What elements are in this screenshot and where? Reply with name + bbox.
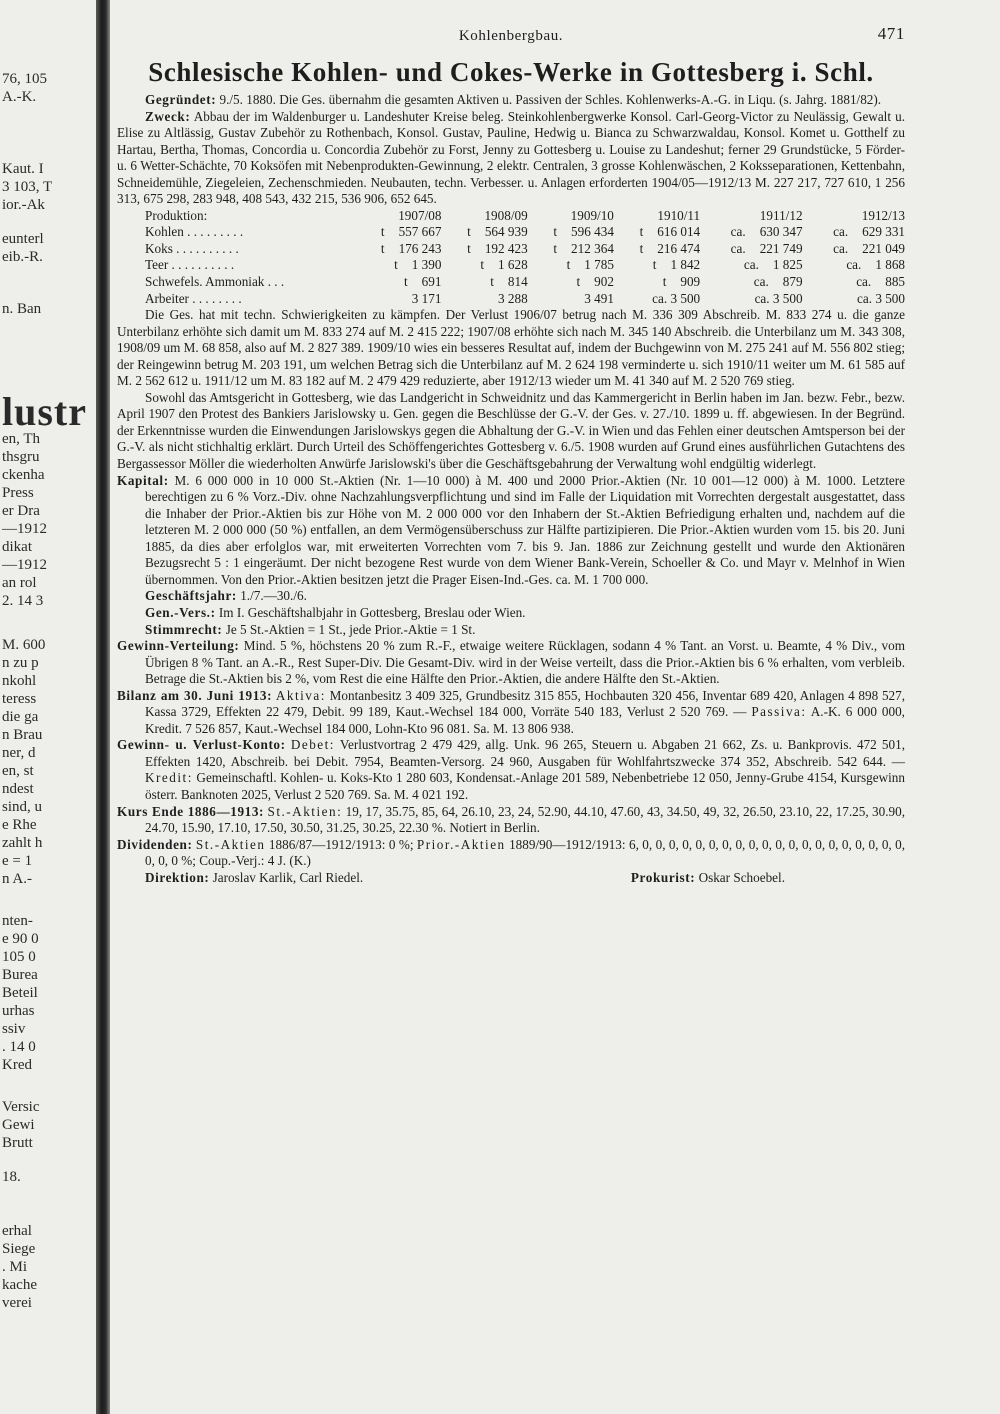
zweck-label: Zweck: — [145, 108, 191, 124]
production-cell — [700, 257, 802, 274]
prev-page-fragment: en, Th — [2, 431, 41, 447]
production-value: ca. 3 500 — [754, 290, 803, 306]
kurs-st-aktien-label: St.-Aktien: — [267, 803, 343, 819]
production-unit-prefix: t — [553, 240, 558, 256]
production-unit-prefix: t — [566, 257, 571, 273]
prev-page-fragment: Brutt — [2, 1135, 33, 1151]
production-unit-prefix: ca. — [730, 224, 746, 240]
prev-page-fragment: M. 600 — [2, 637, 46, 653]
production-value: ca. 3 500 — [652, 290, 701, 306]
div-prior-label: Prior.-Aktien — [416, 836, 506, 852]
production-value: 216 474 — [657, 240, 701, 256]
production-label: Produktion: — [145, 207, 208, 223]
gen-vers-label: Gen.-Vers.: — [145, 604, 216, 620]
page-471 — [117, 24, 906, 1398]
prev-page-fragment: an rol — [2, 575, 37, 591]
production-cell — [355, 291, 441, 308]
history-paragraph-1: Die Ges. hat mit techn. Schwierigkeiten zu kämpfen. Der Verlust 1906/07 betrug nach M. 336 309 Abschreib. M. 833 274 u. die ganze Unterbilanz erhöhte sich damit um M. 833 274 auf M. 2 415 222; 1907/08 erhöhte sich nach M. 345 140 Abschreib. die Unterbilanz um M. 343 308, 1908/09 um M. 68 858, also auf M. 2 827 389. 1909/10 wies ein besseres Resultat auf, indem der Buchgewinn von M. 275 241 auf M. 556 802 stieg; der Reingewinn betrug M. 203 191, um welchen Betrag sich die Unterbilanz auf M. 2 624 198 verminderte u. sich 1910/11 weiter um M. 61 585 auf M. 2 562 612 u. 1911/12 um M. 83 182 auf M. 2 479 429 reduzierte, aber 1912/13 wieder um M. 41 340 auf M. 2 520 769 stieg. — [117, 307, 905, 389]
prev-page-fragment: e = 1 — [2, 853, 33, 869]
production-value: 616 014 — [657, 224, 701, 240]
prev-page-fragment: Kred — [2, 1057, 32, 1073]
production-cell — [614, 241, 700, 258]
kurs-label: Kurs Ende 1886—1913: — [117, 803, 265, 819]
production-unit-prefix: t — [480, 257, 484, 273]
production-unit-prefix: t — [467, 224, 471, 240]
gv-kredit-text: Gemeinschaftl. Kohlen- u. Koks-Kto 1 280 603, Kondensat.-Anlage 201 589, Nebenbetriebe 12 050, Jenny-Grube 4154, Kursgewinn österr. Banknoten 2025, Verlust 2 520 769. Sa. M. 4 021 192. — [145, 770, 905, 802]
section-bilanz — [117, 688, 905, 738]
production-value: ca. 3 500 — [857, 290, 905, 306]
gewinn-verteilung-text: Mind. 5 %, höchstens 20 % zum R.-F., etwaige weitere Rücklagen, sodann 4 % Tant. an Vorst. u. Beamte, 4 % Div., vom Übrigen 8 % Tant. an A.-R., Rest Super-Div. Die Gesamt-Div. wird in der Weise verteilt, dass die Prior.-Aktien bis 6 % erhalten, vom verbleib. Betrage die St.-Aktien bis 2 %, vom Rest die eine Hälfte den Prior.-Aktien, die andere Hälfte den St.-Aktien. — [145, 638, 906, 687]
prev-page-fragment: zahlt h — [2, 835, 43, 851]
prev-page-fragment: verei — [2, 1295, 32, 1311]
production-unit-prefix: ca. — [743, 257, 759, 273]
gegruendet-label: Gegründet: — [145, 92, 217, 107]
production-unit: t — [380, 224, 385, 240]
prev-page-fragment: die ga — [2, 709, 39, 725]
kurs-text: 19, 17, 35.75, 85, 64, 26.10, 23, 24, 52.90, 44.10, 47.60, 43, 34.50, 49, 32, 26.50, 23.10, 22, 17.25, 30.90, 24.70, 15.90, 17.10, 17.50, 30.50, 31.25, 30.25, 22.30 %. Notiert in Berlin. — [145, 803, 906, 836]
production-cell — [528, 291, 614, 308]
production-cell — [700, 224, 802, 241]
production-cell — [803, 291, 905, 308]
section-gegruendet — [117, 92, 905, 109]
section-direktion — [117, 870, 905, 887]
prev-page-fragment: Burea — [2, 967, 38, 983]
prev-page-fragment: Beteil — [2, 985, 38, 1001]
div-prior-text: 1889/90—1912/1913: 6, 0, 0, 0, 0, 0, 0, 0, 0, 0, 0, 0, 0, 0, 0, 0, 0, 0, 0, 0, 0, 0, 0, 0 %; Coup.-Verj.: 4 J. (K.) — [145, 836, 906, 869]
prev-page-fragment: 105 0 — [2, 949, 36, 965]
prev-page-fragment: erhal — [2, 1223, 32, 1239]
geschaeftsjahr-text: 1./7.—30./6. — [240, 588, 307, 604]
production-row — [117, 241, 905, 258]
prev-page-fragment: ssiv — [2, 1021, 26, 1037]
production-cell — [700, 291, 802, 308]
prev-page-fragment: A.-K. — [2, 89, 37, 105]
production-value: 596 434 — [571, 224, 614, 240]
production-unit-prefix: t — [553, 224, 558, 240]
company-title: Schlesische Kohlen- und Cokes-Werke in Gottesberg i. Schl. — [148, 57, 874, 87]
production-unit: t — [380, 240, 385, 256]
production-cell — [355, 257, 441, 274]
prev-page-fragment: en, st — [2, 763, 34, 779]
production-value: 221 049 — [862, 240, 905, 256]
bilanz-aktiva-label: Aktiva: — [275, 687, 326, 703]
production-cell — [614, 257, 700, 274]
production-cell — [803, 257, 905, 274]
previous-page-column — [0, 0, 96, 1414]
prev-page-fragment: 2. 14 3 — [2, 593, 44, 609]
production-year-2: 1908/09 — [484, 207, 528, 223]
production-year-5: 1911/12 — [759, 207, 803, 223]
production-unit-prefix: t — [576, 274, 581, 290]
production-unit-prefix: ca. — [846, 257, 862, 273]
prev-page-fragment: n. Ban — [2, 301, 42, 317]
prokurist-block — [631, 870, 785, 887]
running-head — [117, 24, 905, 50]
prev-page-fragment: urhas — [2, 1003, 35, 1019]
production-cell — [528, 241, 614, 258]
production-row — [117, 257, 905, 274]
production-unit-prefix: ca. — [856, 274, 872, 290]
production-cell — [355, 274, 441, 291]
production-year-1: 1907/08 — [398, 207, 442, 223]
production-value: 630 347 — [759, 224, 803, 240]
prev-page-fragment: ior.-Ak — [2, 197, 45, 213]
prev-page-fragment: Press — [2, 485, 34, 501]
bilanz-passiva-label: Passiva: — [751, 704, 807, 720]
production-unit-prefix: ca. — [833, 240, 849, 256]
production-value: 691 — [421, 274, 442, 290]
production-value: 212 364 — [571, 240, 614, 256]
gv-kredit-label: Kredit: — [145, 770, 193, 786]
production-year-6: 1912/13 — [861, 207, 905, 223]
production-cell — [441, 224, 527, 241]
prev-page-fragment: 3 103, T — [2, 179, 53, 195]
direktion-block — [145, 870, 363, 887]
production-cell — [803, 274, 905, 291]
production-value: 3 171 — [411, 290, 442, 306]
prev-page-fragment: 18. — [2, 1169, 21, 1185]
production-year-3: 1909/10 — [570, 207, 614, 223]
prev-page-fragment: nkohl — [2, 673, 37, 689]
production-cell — [355, 241, 441, 258]
production-table — [117, 208, 905, 307]
section-kurs — [117, 804, 905, 837]
prokurist-label: Prokurist: — [630, 869, 696, 885]
prev-page-fragment: er Dra — [2, 503, 40, 519]
stimmrecht-text: Je 5 St.-Aktien = 1 St., jede Prior.-Aktie = 1 St. — [225, 621, 476, 637]
prev-page-fragment: —1912 — [2, 521, 47, 537]
prev-page-fragment: teress — [2, 691, 37, 707]
prev-page-heading-fragment: lustr — [2, 389, 87, 434]
section-stimmrecht — [117, 622, 905, 639]
div-st-text: 1886/87—1912/1913: 0 %; — [268, 836, 414, 852]
prev-page-fragment: —1912 — [2, 557, 47, 573]
production-unit: t — [403, 274, 408, 290]
bilanz-label: Bilanz am 30. Juni 1913: — [117, 687, 273, 703]
section-zweck — [117, 109, 905, 208]
production-cell — [528, 257, 614, 274]
production-value: 1 628 — [498, 257, 528, 273]
production-unit-prefix: ca. — [730, 240, 746, 256]
prev-page-fragment: e 90 0 — [2, 931, 39, 947]
production-unit-prefix: ca. — [753, 274, 769, 290]
production-value: 909 — [680, 274, 701, 290]
production-item-name: Koks . . . . . . . . . . — [145, 240, 239, 256]
production-item-name: Teer . . . . . . . . . . — [145, 257, 235, 273]
production-value: 1 842 — [670, 257, 701, 273]
direktion-label: Direktion: — [145, 869, 210, 885]
prev-page-fragment: e Rhe — [2, 817, 37, 833]
section-gen-vers — [117, 605, 905, 622]
bilanz-aktiva-text: Montanbesitz 3 409 325, Grundbesitz 315 855, Hochbauten 320 456, Inventar 689 420, Anlagen 4 898 527, Kassa 3729, Effekten 22 479, Debit. 99 189, Kaut.-Wechsel 184 000, Vorräte 540 183, Verlust 2 520 769. — — [145, 687, 906, 720]
page-number: 471 — [877, 24, 905, 43]
gewinn-verteilung-label: Gewinn-Verteilung: — [117, 638, 240, 654]
zweck-text: Abbau der im Waldenburger u. Landeshuter Kreise beleg. Steinkohlenbergwerke Konsol. Carl-Georg-Victor zu Neulässig, Gewalt u. Elise zu Altlässig, Gustav Zubehör zu Rothenbach, Konsol. Gustav, Pauline, Hedwig u. Bianca zu Schwarzwaldau, Konsol. Komet u. Gotthelf zu Hartau, Bertha, Thomas, Concordia u. Concordia Zubehör zu Forst, Jenny zu Gottesberg u. Louise zu Landeshut; ferner 29 Grundstücke, 5 Förder- u. 6 Wetter-Schächte, 70 Koksöfen mit Nebenprodukten-Gewinnung, 2 elektr. Centralen, 3 grosse Kohlenwäschen, 2 Koksseparationen, Kettenbahn, Schneidemühle, Ziegeleien, Zechenschmieden. Neubauten, techn. Verbesser. u. Anlagen erforderten 1904/05—1912/13 M. 227 217, 727 610, 1 256 313, 675 298, 283 948, 408 543, 432 215, 536 906, 652 645. — [117, 108, 905, 207]
gen-vers-text: Im I. Geschäftshalbjahr in Gottesberg, Breslau oder Wien. — [218, 604, 526, 620]
bilanz-passiva-text: A.-K. 6 000 000, Kredit. 7 526 857, Kaut.-Wechsel 184 000, Lohn-Kto 96 081. Sa. M. 13 806 938. — [145, 704, 905, 736]
prev-page-fragment: n A.- — [2, 871, 32, 887]
production-unit-prefix: ca. — [833, 224, 849, 240]
production-cell — [441, 257, 527, 274]
prev-page-fragment: ner, d — [2, 745, 36, 761]
prev-page-fragment: n zu p — [2, 655, 39, 671]
running-head-title: Kohlenbergbau. — [458, 28, 564, 44]
production-value: 1 785 — [584, 257, 614, 273]
production-value: 557 667 — [398, 224, 442, 240]
production-cell — [803, 224, 905, 241]
production-cell — [614, 291, 700, 308]
production-value: 3 491 — [584, 290, 614, 306]
section-geschaeftsjahr — [117, 588, 905, 605]
production-value: 3 288 — [498, 290, 528, 306]
production-item-name: Kohlen . . . . . . . . . — [145, 224, 244, 240]
production-cell — [700, 274, 802, 291]
gv-debet-text: Verlustvortrag 2 479 429, allg. Unk. 96 265, Steuern u. Abgaben 21 662, Zs. u. Bankprovis. 472 501, Effekten 1420, Abschreib. bei Debit. 7954, Beamten-Versorg. 24 960, Ausgaben für Wohlfahrtszwecke 374 352, Abschreib. 542 644. — — [145, 737, 905, 769]
direktion-text: Jaroslav Karlik, Carl Riedel. — [212, 869, 364, 885]
prev-page-fragment: nten- — [2, 913, 33, 929]
production-header-row — [117, 208, 905, 225]
production-value: 1 825 — [772, 257, 803, 273]
prev-page-fragment: eunterl — [2, 231, 44, 247]
geschaeftsjahr-label: Geschäftsjahr: — [145, 588, 237, 604]
section-gewinn-verlust — [117, 737, 905, 803]
gewinn-verlust-label: Gewinn- u. Verlust-Konto: — [117, 737, 286, 753]
production-unit-prefix: t — [467, 240, 471, 256]
production-value: 879 — [782, 274, 803, 290]
production-item-name: Arbeiter . . . . . . . . — [145, 290, 242, 306]
prev-page-fragment: eib.-R. — [2, 249, 43, 265]
production-value: 885 — [885, 274, 905, 290]
section-dividenden — [117, 837, 905, 870]
prev-page-fragment: Gewi — [2, 1117, 35, 1133]
production-row — [117, 224, 905, 241]
prev-page-fragment: ckenha — [2, 467, 45, 483]
production-value: 1 390 — [411, 257, 442, 273]
production-unit-prefix: t — [490, 274, 494, 290]
prev-page-fragment: Kaut. I — [2, 161, 44, 177]
prev-page-fragment: ndest — [2, 781, 34, 797]
production-row — [117, 274, 905, 291]
gegruendet-text: 9./5. 1880. Die Ges. übernahm die gesamten Aktiven u. Passiven der Schles. Kohlenwerks-A.-G. in Liqu. (s. Jahrg. 1881/82). — [219, 92, 882, 107]
production-year-4: 1910/11 — [657, 207, 701, 223]
production-cell — [441, 241, 527, 258]
production-value: 902 — [594, 274, 614, 290]
production-value: 814 — [507, 274, 528, 290]
kapital-text: M. 6 000 000 in 10 000 St.-Aktien (Nr. 1—10 000) à M. 400 und 2000 Prior.-Aktien (Nr. 10 001—12 000) à M. 1000. Letztere berechtigen zu 6 % Vorz.-Div. ohne Nachzahlungsverpflichtung und sind im Falle der Liquidation mit Vorrechten dergestalt ausgestattet, dass die Inhaber der Prior.-Aktien bis zur Höhe von M. 2 000 000 vor den Inhabern der St.-Aktien Befriedigung erhalten und, nachdem auf die letzteren M. 2 000 000 (50 %) entfallen, an dem Vermögensüberschuss zur Hälfte partizipieren. Die Prior.-Aktien wurden vom 15. bis 20. Juni 1885, da dies aber erfolglos war, mit erweiterten Vorrechten vom 7. bis 9. Jan. 1886 zur Zeichnung gestellt und wurde den Aktionären Bezugsrecht 5 : 1 eingeräumt. Der nicht bezogene Rest wurde von dem Wiener Bank-Verein, Schoeller & Co. und Mayr v. Melnhof in Wien übernommen. Von den Prior.-Aktien besitzen jetzt die Prager Eisen-Ind.-Ges. ca. M. 1 700 000. — [145, 472, 906, 587]
div-st-label: St.-Aktien — [195, 836, 266, 852]
section-gewinn-verteilung — [117, 638, 905, 688]
prev-page-fragment: . Mi — [2, 1259, 28, 1275]
prokurist-text: Oskar Schoebel. — [698, 869, 785, 885]
prev-page-fragment: kache — [2, 1277, 37, 1293]
prev-page-fragment: 76, 105 — [2, 71, 47, 87]
production-row — [117, 291, 905, 308]
production-cell — [803, 241, 905, 258]
production-value: 176 243 — [398, 240, 442, 256]
production-cell — [614, 274, 700, 291]
section-kapital — [117, 473, 905, 589]
production-value: 192 423 — [484, 240, 528, 256]
production-cell — [528, 224, 614, 241]
prev-page-fragment: Versic — [2, 1099, 40, 1115]
production-cell — [441, 274, 527, 291]
book-spine — [96, 0, 110, 1414]
production-unit-prefix: t — [662, 274, 667, 290]
kapital-label: Kapital: — [117, 472, 169, 488]
production-cell — [441, 291, 527, 308]
production-value: 564 939 — [484, 224, 528, 240]
prev-page-fragment: n Brau — [2, 727, 43, 743]
prev-page-fragment: Siege — [2, 1241, 36, 1257]
production-cell — [614, 224, 700, 241]
stimmrecht-label: Stimmrecht: — [145, 621, 223, 637]
production-item-name: Schwefels. Ammoniak . . . — [145, 274, 285, 290]
prev-page-fragment: sind, u — [2, 799, 43, 815]
production-cell — [700, 241, 802, 258]
gv-debet-label: Debet: — [290, 737, 335, 753]
production-unit: t — [394, 257, 398, 273]
production-value: 629 331 — [862, 224, 905, 240]
prev-page-fragment: dikat — [2, 539, 32, 555]
production-unit-prefix: t — [652, 257, 657, 273]
production-cell — [528, 274, 614, 291]
prev-page-fragment: . 14 0 — [2, 1039, 36, 1055]
production-value: 1 868 — [875, 257, 905, 273]
dividenden-label: Dividenden: — [117, 836, 193, 852]
prev-page-fragment: thsgru — [2, 449, 40, 465]
production-cell — [355, 224, 441, 241]
production-unit-prefix: t — [639, 224, 644, 240]
production-unit-prefix: t — [639, 240, 644, 256]
history-paragraph-2: Sowohl das Amtsgericht in Gottesberg, wie das Landgericht in Schweidnitz und das Kammergericht in Berlin haben im Jan. bezw. Febr., bezw. April 1907 den Protest des Bankiers Jarislowsky u. Gen. gegen die Beschlüsse der G.-V. der Ges. v. 27./10. 1899 u. ff. abgewiesen. In der Begründ. der Erkenntnisse wurden die Einwendungen Jarislowskys gegen die Abhaltung der G.-V. in Wien und das Fehlen einer deutschen Amtsperson bei der G.-V. als nicht stichhaltig erklärt. Durch Urteil des Schöffengerichtes Gottesberg v. 6./5. 1908 wurden auf Grund eines ausführlichen Gutachtens des Bergassessor Möller die wiederholten Anwürfe Jarislowski's über die Geschäftsgebahrung der Verwaltung wohl endgültig widerlegt. — [117, 389, 905, 472]
production-value: 221 749 — [759, 240, 803, 256]
